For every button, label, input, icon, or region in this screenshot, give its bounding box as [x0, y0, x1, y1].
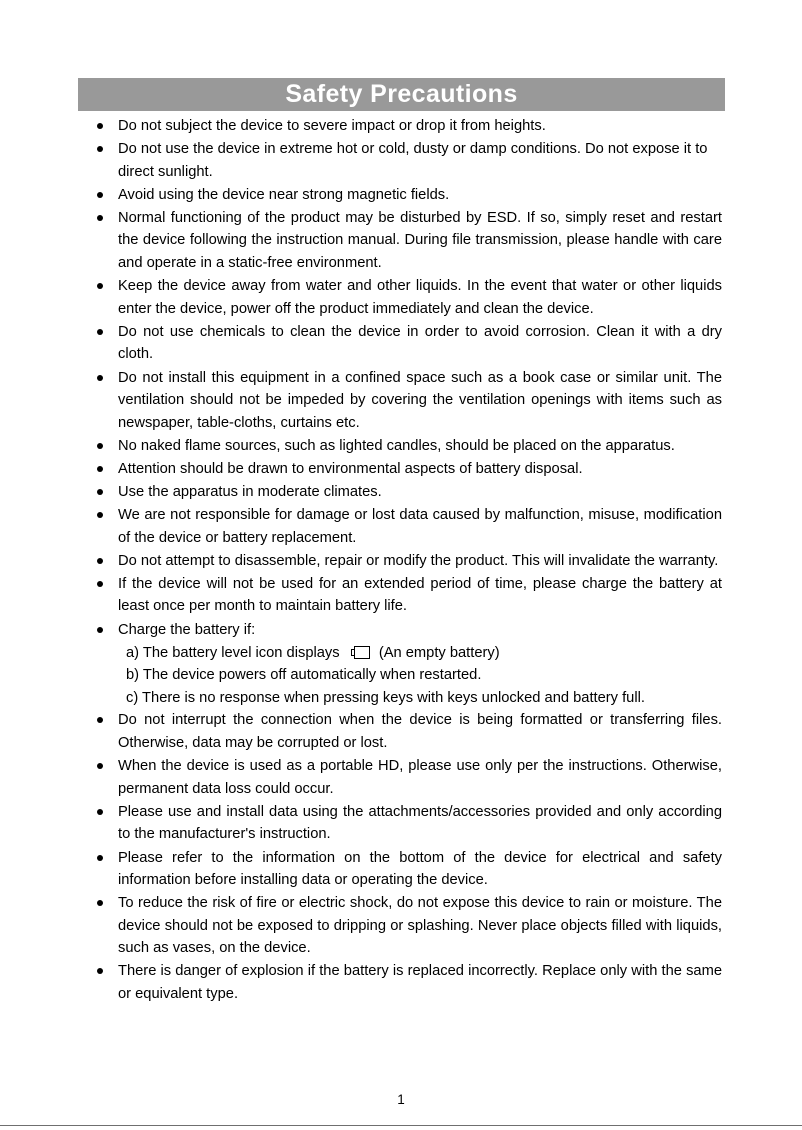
sub-list-item-note: (An empty battery)	[378, 644, 500, 661]
bullet-dot-icon	[97, 900, 103, 906]
bullet-group-primary	[97, 115, 722, 618]
bullet-dot-icon	[97, 192, 103, 198]
bullet-dot-icon	[97, 215, 103, 221]
list-item	[97, 184, 722, 207]
list-item	[97, 573, 722, 618]
page-title: Safety Precautions	[285, 80, 518, 108]
sub-list-item-text: b) The device powers off automatically when restarted.	[126, 667, 482, 684]
list-item	[97, 801, 722, 846]
list-item-text: When the device is used as a portable HD, please use only per the instructions. Otherwise, permanent data loss could occur.	[118, 758, 722, 797]
list-item-text: Please refer to the information on the bottom of the device for electrical and safety information before installing data or operating the device.	[118, 849, 722, 889]
list-item	[97, 755, 722, 800]
list-item-text: Attention should be drawn to environmental aspects of battery disposal.	[118, 460, 583, 477]
list-item-text: Please use and install data using the attachments/accessories provided and only according to the manufacturer's instruction.	[118, 803, 722, 843]
list-item-text: There is danger of explosion if the battery is replaced incorrectly. Replace only with the same or equivalent type.	[118, 963, 722, 1003]
list-item-text: Do not use the device in extreme hot or cold, dusty or damp conditions. Do not expose it to direct sunlight.	[118, 141, 708, 180]
bullet-dot-icon	[97, 968, 103, 974]
sub-list-item	[118, 664, 722, 687]
bullet-dot-icon	[97, 855, 103, 861]
page-title-band	[78, 78, 725, 111]
sub-list-item-text: c) There is no response when pressing keys with keys unlocked and battery full.	[126, 689, 645, 706]
list-item-text: Normal functioning of the product may be disturbed by ESD. If so, simply reset and restart the device following the instruction manual. During file transmission, please handle with care and operate in a static-free environment.	[118, 209, 722, 272]
battery-body	[354, 646, 370, 659]
safety-precautions-list	[97, 115, 722, 1006]
list-item	[97, 847, 722, 892]
charge-battery-sub-list	[97, 642, 722, 710]
list-item	[97, 435, 722, 458]
list-item	[97, 458, 722, 481]
list-item	[97, 321, 722, 366]
bullet-dot-icon	[97, 489, 103, 495]
list-item	[97, 504, 722, 549]
bullet-dot-icon	[97, 329, 103, 335]
list-item-text: To reduce the risk of fire or electric shock, do not expose this device to rain or moisture. The device should not be exposed to dripping or splashing. Never place objects filled with liquids, such as vases, on the device.	[118, 895, 722, 957]
list-item-text: Charge the battery if:	[118, 621, 256, 638]
list-item	[97, 709, 722, 754]
list-item-charge-battery	[97, 619, 722, 642]
list-item-text: Do not interrupt the connection when the device is being formatted or transferring files. Otherwise, data may be corrupted or lost.	[118, 712, 722, 752]
list-item-text: We are not responsible for damage or lost data caused by malfunction, misuse, modification of the device or battery replacement.	[118, 507, 722, 546]
list-item	[97, 367, 722, 435]
bullet-dot-icon	[97, 558, 103, 564]
bullet-dot-icon	[97, 466, 103, 472]
bullet-dot-icon	[97, 763, 103, 769]
list-item	[97, 138, 722, 183]
list-item	[97, 275, 722, 320]
list-item-text: Use the apparatus in moderate climates.	[118, 484, 382, 500]
list-item-text: Do not attempt to disassemble, repair or modify the product. This will invalidate the warranty.	[118, 552, 719, 569]
bullet-dot-icon	[97, 146, 103, 152]
list-item-text: Keep the device away from water and other liquids. In the event that water or other liquids enter the device, power off the product immediately and clean the device.	[118, 278, 722, 317]
bullet-dot-icon	[97, 375, 103, 381]
bullet-dot-icon	[97, 717, 103, 723]
bullet-dot-icon	[97, 123, 103, 129]
list-item	[97, 207, 722, 275]
bullet-dot-icon	[97, 809, 103, 815]
empty-battery-icon	[351, 646, 370, 659]
bullet-group-secondary	[97, 709, 722, 1005]
list-item	[97, 960, 722, 1005]
bullet-dot-icon	[97, 512, 103, 518]
list-item-text: Do not use chemicals to clean the device in order to avoid corrosion. Clean it with a dry cloth.	[118, 323, 722, 363]
page-number: 1	[397, 1092, 405, 1107]
sub-list-item	[118, 687, 722, 710]
list-item-text: Avoid using the device near strong magnetic fields.	[118, 186, 450, 203]
list-item	[97, 892, 722, 960]
bullet-dot-icon	[97, 581, 103, 587]
bullet-dot-icon	[97, 443, 103, 449]
list-item-text: If the device will not be used for an extended period of time, please charge the battery at least once per month to maintain battery life.	[118, 575, 722, 615]
bullet-dot-icon	[97, 283, 103, 289]
list-item	[97, 115, 722, 138]
list-item	[97, 481, 722, 504]
list-item-text: Do not install this equipment in a confined space such as a book case or similar unit. The ventilation should not be impeded by covering the ventilation openings with items such as newspaper, table-cloths, curtains etc.	[118, 369, 722, 431]
footer-divider	[0, 1125, 802, 1126]
list-item-text: No naked flame sources, such as lighted candles, should be placed on the apparatus.	[118, 437, 675, 454]
sub-list-item-text: a) The battery level icon displays	[126, 644, 340, 661]
sub-list-item	[118, 642, 722, 665]
list-item	[97, 550, 722, 573]
list-item-text: Do not subject the device to severe impact or drop it from heights.	[118, 118, 546, 134]
bullet-dot-icon	[97, 627, 103, 633]
